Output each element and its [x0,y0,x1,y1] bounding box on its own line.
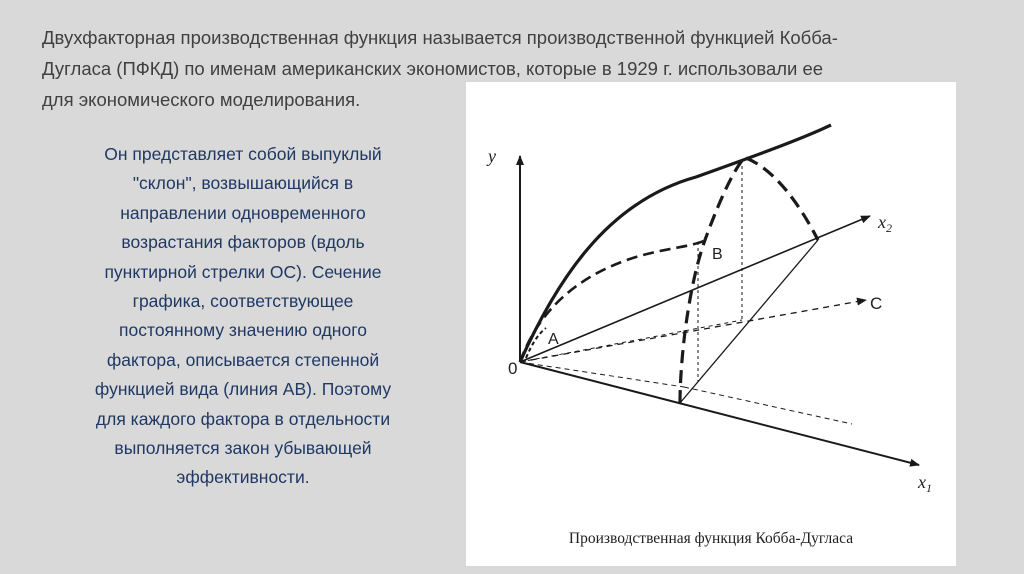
x2-axis-label: $x_2$ [878,212,892,235]
cobb-douglas-figure [466,82,956,566]
explanation-line: возрастания факторов (вдоль [121,232,365,253]
explanation-line: фактора, описывается степенной [106,349,380,370]
explanation-line: выполняется закон убывающей [114,438,372,459]
figure-drawing [466,82,956,566]
dashed-far-line [684,387,852,424]
intro-line: для экономического моделирования. [42,89,361,110]
oc-direction-arrow [520,300,866,362]
point-c-label: C [870,294,883,313]
figure-caption: Производственная функция Кобба-Дугласа [568,530,854,547]
intro-line: Двухфакторная производственная функция называется производственной функцией Кобба- [42,27,838,48]
explanation-line: для каждого фактора в отдельности [95,408,391,429]
point-a-label: A [548,331,559,348]
explanation-paragraph [48,140,438,493]
parallel-x1-line [680,240,818,403]
x1-axis-label: $x_1$ [918,472,932,495]
explanation-line: графика, соответствующее [132,291,354,312]
point-b-label: B [712,246,723,263]
explanation-line: эффективности. [176,467,310,488]
y-axis-label: y [488,146,496,166]
explanation-line: функцией вида (линия АВ). Поэтому [94,379,392,400]
origin-label: 0 [508,359,518,378]
explanation-line: Он представляет собой выпуклый [104,144,382,164]
explanation-line: "склон", возвышающийся в [132,173,354,194]
descending-section-curve [746,158,818,240]
explanation-line: направлении одновременного [120,202,366,223]
main-production-curve [520,125,831,362]
explanation-line: пунктирной стрелки ОС). Сечение [104,261,382,282]
vertical-section-curve [680,158,744,403]
x1-axis-line [520,362,919,465]
explanation-line: постоянному значению одного [119,320,367,341]
intro-line: Дугласа (ПФКД) по именам американских экономистов, которые в 1929 г. использовали ее [42,58,824,79]
